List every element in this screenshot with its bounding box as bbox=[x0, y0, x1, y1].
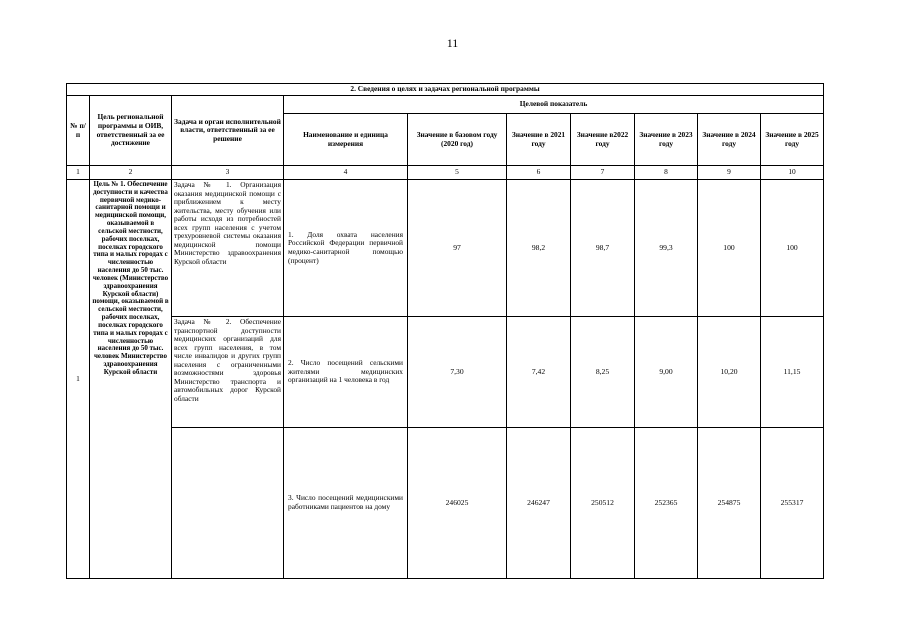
header-name: Наименование и единица измерения bbox=[284, 114, 408, 166]
header-2024: Значение в 2024 году bbox=[698, 114, 761, 166]
indicator-3-2024: 254875 bbox=[698, 428, 761, 579]
column-number: 4 bbox=[284, 166, 408, 180]
indicator-2-2024: 10,20 bbox=[698, 317, 761, 428]
indicator-3-base: 246025 bbox=[408, 428, 507, 579]
indicator-1-2025: 100 bbox=[761, 180, 824, 317]
column-number: 9 bbox=[698, 166, 761, 180]
indicator-3-2021: 246247 bbox=[507, 428, 571, 579]
indicator-2-2025: 11,15 bbox=[761, 317, 824, 428]
indicator-3-2025: 255317 bbox=[761, 428, 824, 579]
table-row bbox=[67, 317, 824, 428]
indicator-1-2023: 99,3 bbox=[635, 180, 698, 317]
column-number: 10 bbox=[761, 166, 824, 180]
indicator-2-2023: 9,00 bbox=[635, 317, 698, 428]
table-row bbox=[67, 180, 824, 317]
goal-cell: Цель № 1. Обеспечение доступности и качества первичной медико-санитарной помощи и медицинской помощи, оказываемой в сельской местности, рабочих поселках, поселках городского типа и малых городах с численностью населения до 50 тыс. человек (Министерство здравоохранения Курской области) помощи, оказываемой в сельской местности, рабочих поселках, поселках городского типа и малых городах с численностью населения до 50 тыс. человек Министерство здравоохранения Курской области bbox=[90, 180, 172, 579]
header-2025: Значение в 2025 году bbox=[761, 114, 824, 166]
indicator-3-2023: 252365 bbox=[635, 428, 698, 579]
indicator-2-2022: 8,25 bbox=[571, 317, 635, 428]
indicator-2-2021: 7,42 bbox=[507, 317, 571, 428]
section-title: 2. Сведения о целях и задачах региональной программы bbox=[67, 84, 824, 96]
regional-program-goals-table bbox=[66, 83, 824, 579]
table-row bbox=[67, 428, 824, 579]
task-2-cell: Задача № 2. Обеспечение транспортной доступности медицинских организаций для всех групп населения, в том числе инвалидов и других групп населения с ограниченными возможностями здоровья Министерство транспорта и автомобильных дорог Курской области bbox=[172, 317, 284, 428]
row-number: 1 bbox=[67, 180, 90, 579]
header-target-indicator: Целевой показатель bbox=[284, 96, 824, 114]
column-number: 2 bbox=[90, 166, 172, 180]
header-goal: Цель региональной программы и ОИВ, ответственный за ее достижение bbox=[90, 96, 172, 166]
task-3-cell bbox=[172, 428, 284, 579]
column-number: 7 bbox=[571, 166, 635, 180]
indicator-1-2024: 100 bbox=[698, 180, 761, 317]
header-num: № п/п bbox=[67, 96, 90, 166]
column-number: 3 bbox=[172, 166, 284, 180]
indicator-1-2022: 98,7 bbox=[571, 180, 635, 317]
column-number: 5 bbox=[408, 166, 507, 180]
indicator-2-base: 7,30 bbox=[408, 317, 507, 428]
header-task: Задача и орган исполнительной власти, ответственный за ее решение bbox=[172, 96, 284, 166]
column-number: 6 bbox=[507, 166, 571, 180]
indicator-3-name: 3. Число посещений медицинскими работниками пациентов на дому bbox=[284, 428, 408, 579]
header-base-year: Значение в базовом году (2020 год) bbox=[408, 114, 507, 166]
indicator-1-2021: 98,2 bbox=[507, 180, 571, 317]
indicator-1-name: 1. Доля охвата населения Российской Федерации первичной медико-санитарной помощью (процент) bbox=[284, 180, 408, 317]
page-number: 11 bbox=[446, 36, 459, 50]
header-2022: Значение в2022 году bbox=[571, 114, 635, 166]
task-1-cell: Задача № 1. Организация оказания медицинской помощи с приближением к месту жительства, месту обучения или работы исходя из потребностей всех групп населения с учетом трехуровневой системы оказания медицинской помощи Министерство здравоохранения Курской области bbox=[172, 180, 284, 317]
indicator-2-name: 2. Число посещений сельскими жителями медицинских организаций на 1 человека в год bbox=[284, 317, 408, 428]
indicator-3-2022: 250512 bbox=[571, 428, 635, 579]
column-number: 1 bbox=[67, 166, 90, 180]
column-number: 8 bbox=[635, 166, 698, 180]
header-2021: Значение в 2021 году bbox=[507, 114, 571, 166]
header-2023: Значение в 2023 году bbox=[635, 114, 698, 166]
indicator-1-base: 97 bbox=[408, 180, 507, 317]
